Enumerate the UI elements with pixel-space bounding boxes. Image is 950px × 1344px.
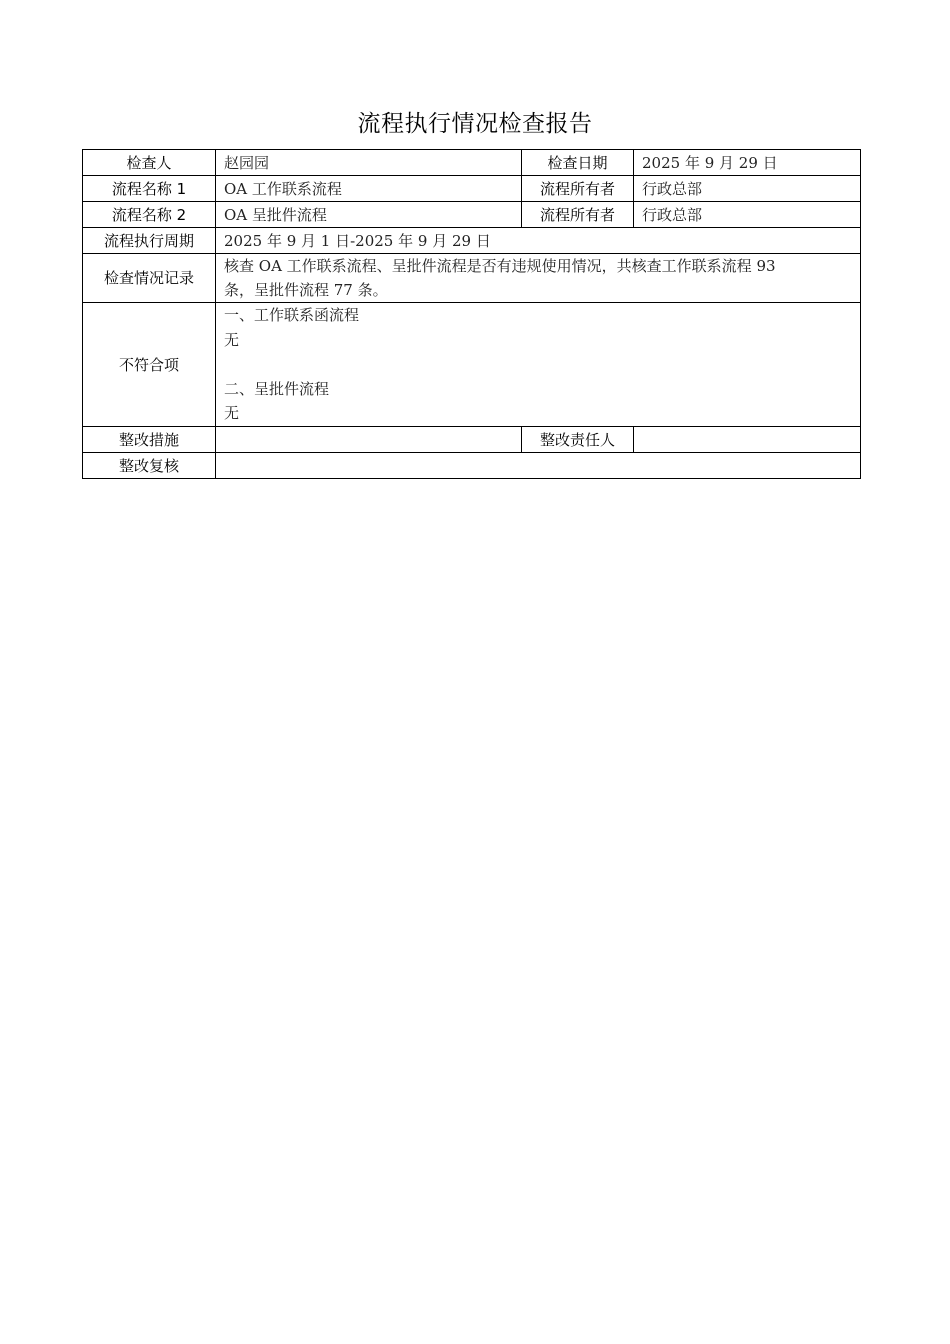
process-2-owner-value: 行政总部 [634, 202, 861, 228]
nonconformity-item-heading: 二、呈批件流程 [224, 379, 330, 398]
process-2-owner-label: 流程所有者 [522, 202, 634, 228]
nonconformity-item-heading: 一、工作联系函流程 [224, 306, 360, 325]
record-line-1: 核查 OA 工作联系流程、呈批件流程是否有违规使用情况，共核查工作联系流程 93 [224, 257, 776, 275]
inspection-date-value: 2025 年 9 月 29 日 [634, 150, 861, 176]
process-1-owner-label: 流程所有者 [522, 176, 634, 202]
inspection-report-table [82, 149, 861, 479]
row-rectification [83, 427, 861, 453]
record-label: 检查情况记录 [83, 254, 216, 303]
process-1-value: OA 工作联系流程 [216, 176, 522, 202]
process-1-owner-value: 行政总部 [634, 176, 861, 202]
nonconformity-item [224, 303, 852, 352]
nonconformity-label: 不符合项 [83, 303, 216, 427]
row-period [83, 228, 861, 254]
responsible-person-value [634, 427, 861, 453]
nonconformity-item [224, 377, 852, 426]
row-record [83, 254, 861, 303]
period-value: 2025 年 9 月 1 日-2025 年 9 月 29 日 [216, 228, 861, 254]
rectification-label: 整改措施 [83, 427, 216, 453]
row-inspector [83, 150, 861, 176]
review-label: 整改复核 [83, 453, 216, 479]
row-process-1 [83, 176, 861, 202]
rectification-value [216, 427, 522, 453]
review-value [216, 453, 861, 479]
row-nonconformity [83, 303, 861, 427]
blank-line [224, 352, 852, 377]
row-process-2 [83, 202, 861, 228]
nonconformity-value [216, 303, 861, 427]
nonconformity-item-detail: 无 [224, 404, 240, 423]
inspection-date-label: 检查日期 [522, 150, 634, 176]
period-label: 流程执行周期 [83, 228, 216, 254]
responsible-person-label: 整改责任人 [522, 427, 634, 453]
process-2-value: OA 呈批件流程 [216, 202, 522, 228]
record-line-2: 条，呈批件流程 77 条。 [224, 281, 388, 299]
process-2-label: 流程名称 2 [83, 202, 216, 228]
process-1-label: 流程名称 1 [83, 176, 216, 202]
inspector-label: 检查人 [83, 150, 216, 176]
page-title: 流程执行情况检查报告 [357, 111, 593, 137]
nonconformity-item-detail: 无 [224, 330, 240, 349]
inspector-value: 赵园园 [216, 150, 522, 176]
row-review [83, 453, 861, 479]
record-value [216, 254, 861, 303]
